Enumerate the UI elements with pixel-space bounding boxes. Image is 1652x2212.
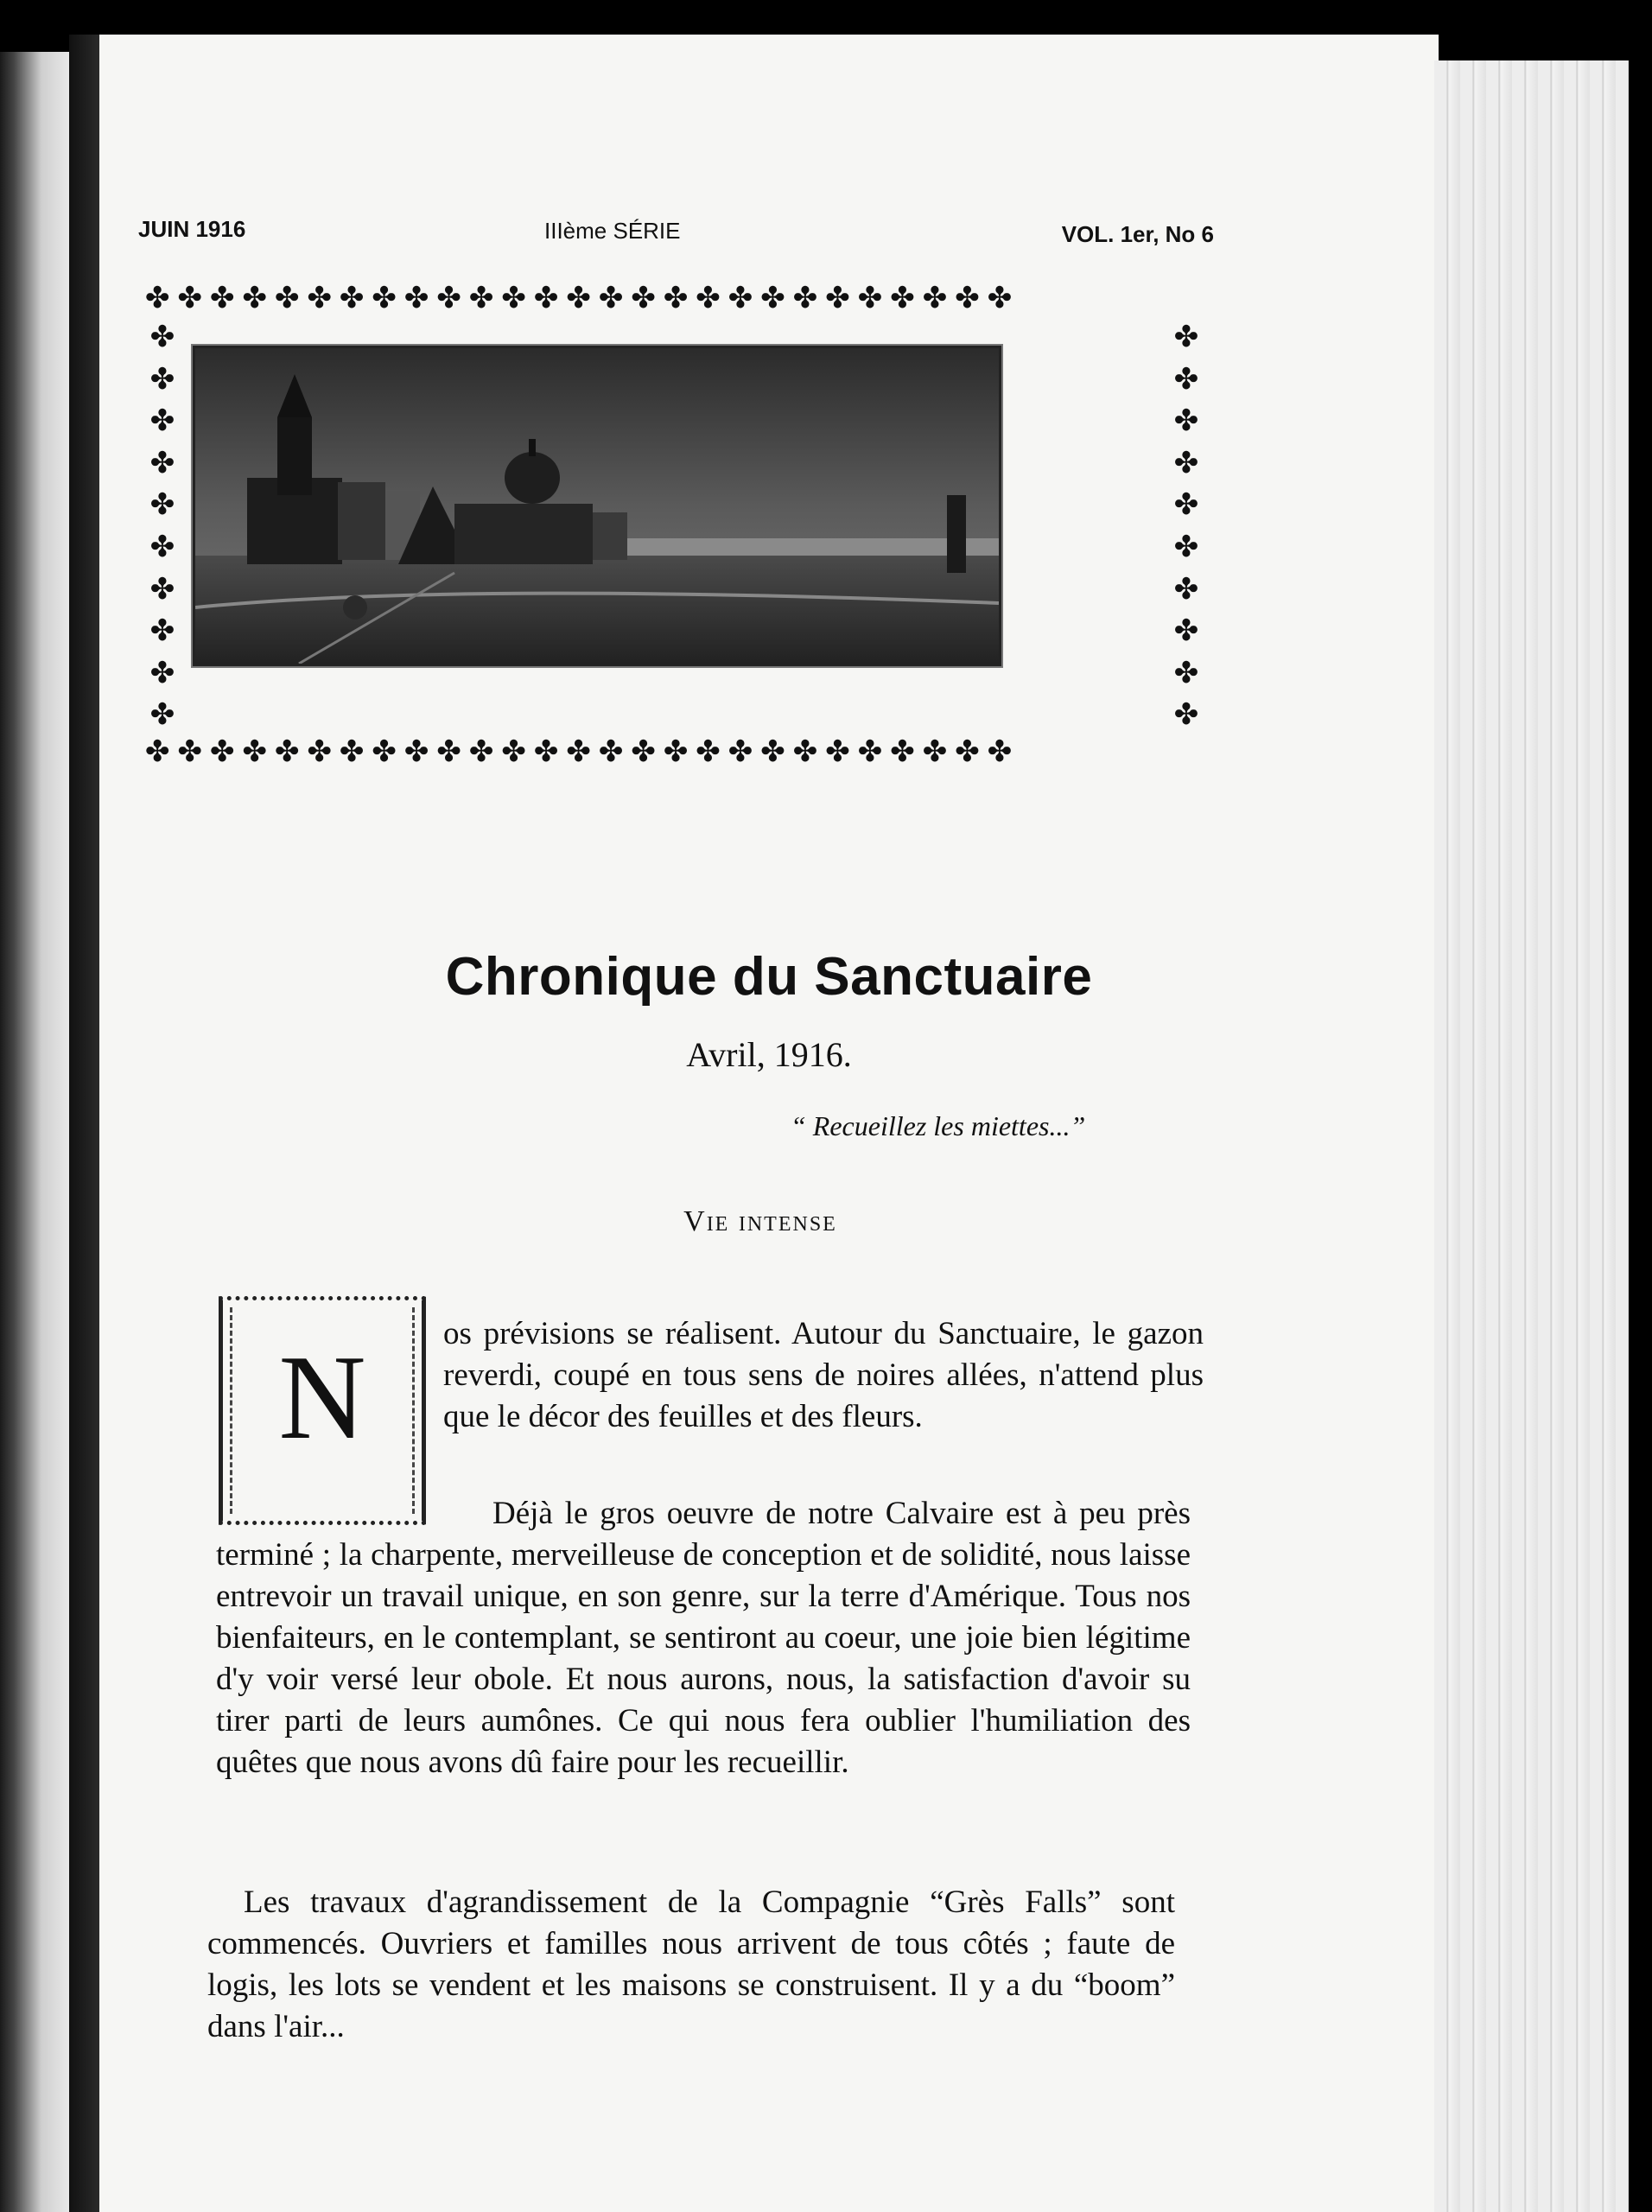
fleuron-icon: ✤ (1173, 404, 1199, 439)
ornament-bottom-row: ✤✤✤✤✤✤✤✤✤✤✤✤✤✤✤✤✤✤✤✤✤✤✤✤✤✤✤ (145, 734, 1020, 769)
sanctuary-illustration (195, 348, 999, 664)
fleuron-icon: ✤ (1173, 613, 1199, 649)
ornament-top-row: ✤✤✤✤✤✤✤✤✤✤✤✤✤✤✤✤✤✤✤✤✤✤✤✤✤✤✤ (145, 281, 1020, 315)
volume-number: VOL. 1er, No 6 (1061, 221, 1214, 247)
fleuron-icon: ✤ (149, 361, 175, 397)
fleuron-icon: ✤ (149, 655, 175, 690)
fleuron-icon: ✤ (149, 571, 175, 607)
sanctuary-engraving (193, 346, 1001, 666)
fleuron-icon: ✤ (1173, 655, 1199, 690)
page-edges-shadow (1629, 60, 1652, 2212)
section-heading: Vie intense (683, 1205, 837, 1237)
fleuron-icon: ✤ (1173, 530, 1199, 565)
fleuron-icon: ✤ (1173, 361, 1199, 397)
book-gutter (69, 35, 99, 2212)
fleuron-icon: ✤ (1173, 320, 1199, 354)
article-title: Chronique du Sanctuaire (445, 947, 1093, 1007)
fleuron-icon: ✤ (1173, 697, 1199, 733)
paragraph-3: Les travaux d'agrandissement de la Compagnie “Grès Falls” sont commencés. Ouvriers et familles nous arrivent de tous côtés ; faute de logis, les lots se vendent et les maisons se construisent. Il y a du “boom” dans l'air... (207, 1885, 1175, 2044)
fleuron-icon: ✤ (149, 320, 175, 354)
ornament-left-column (145, 316, 180, 736)
drop-cap-letter: N (278, 1331, 366, 1465)
drop-cap-frame (219, 1296, 426, 1525)
fleuron-icon: ✤ (149, 613, 175, 649)
paragraph-2: Déjà le gros oeuvre de notre Calvaire est à peu près terminé ; la charpente, merveilleuse de conception et de solidité, nous laisse entrevoir un travail unique, en son genre, sur la terre d'Amérique. Tous nos bienfaiteurs, en le contemplant, se sentiront au coeur, une joie bien légitime d'y voir versé leur obole. Et nous aurons, nous, la satisfaction d'avoir su tirer parti de leurs aumônes. Ce qui nous fera oublier l'humiliation des quêtes que nous avons dû faire pour les recueillir. (216, 1496, 1191, 1780)
fleuron-icon: ✤ (1173, 571, 1199, 607)
issue-date: JUIN 1916 (138, 216, 246, 242)
fleuron-icon: ✤ (149, 404, 175, 439)
fleuron-icon: ✤ (1173, 487, 1199, 523)
ornamental-frame (145, 283, 1208, 776)
ornament-right-column (1169, 316, 1204, 736)
epigraph: “ Recueillez les miettes...” (791, 1110, 1086, 1141)
fleuron-icon: ✤ (149, 487, 175, 523)
fleuron-icon: ✤ (149, 445, 175, 480)
paragraph-1: os prévisions se réalisent. Autour du Sanctuaire, le gazon reverdi, coupé en tous sens de noires allées, n'attend plus que le décor des feuilles et des fleurs. (443, 1316, 1204, 1434)
fleuron-icon: ✤ (149, 697, 175, 733)
article-date: Avril, 1916. (686, 1035, 852, 1074)
page-edges (1434, 60, 1633, 2212)
fleuron-icon: ✤ (1173, 445, 1199, 480)
facing-page-edge (0, 52, 69, 2212)
fleuron-icon: ✤ (149, 530, 175, 565)
series-label: IIIème SÉRIE (544, 218, 681, 244)
